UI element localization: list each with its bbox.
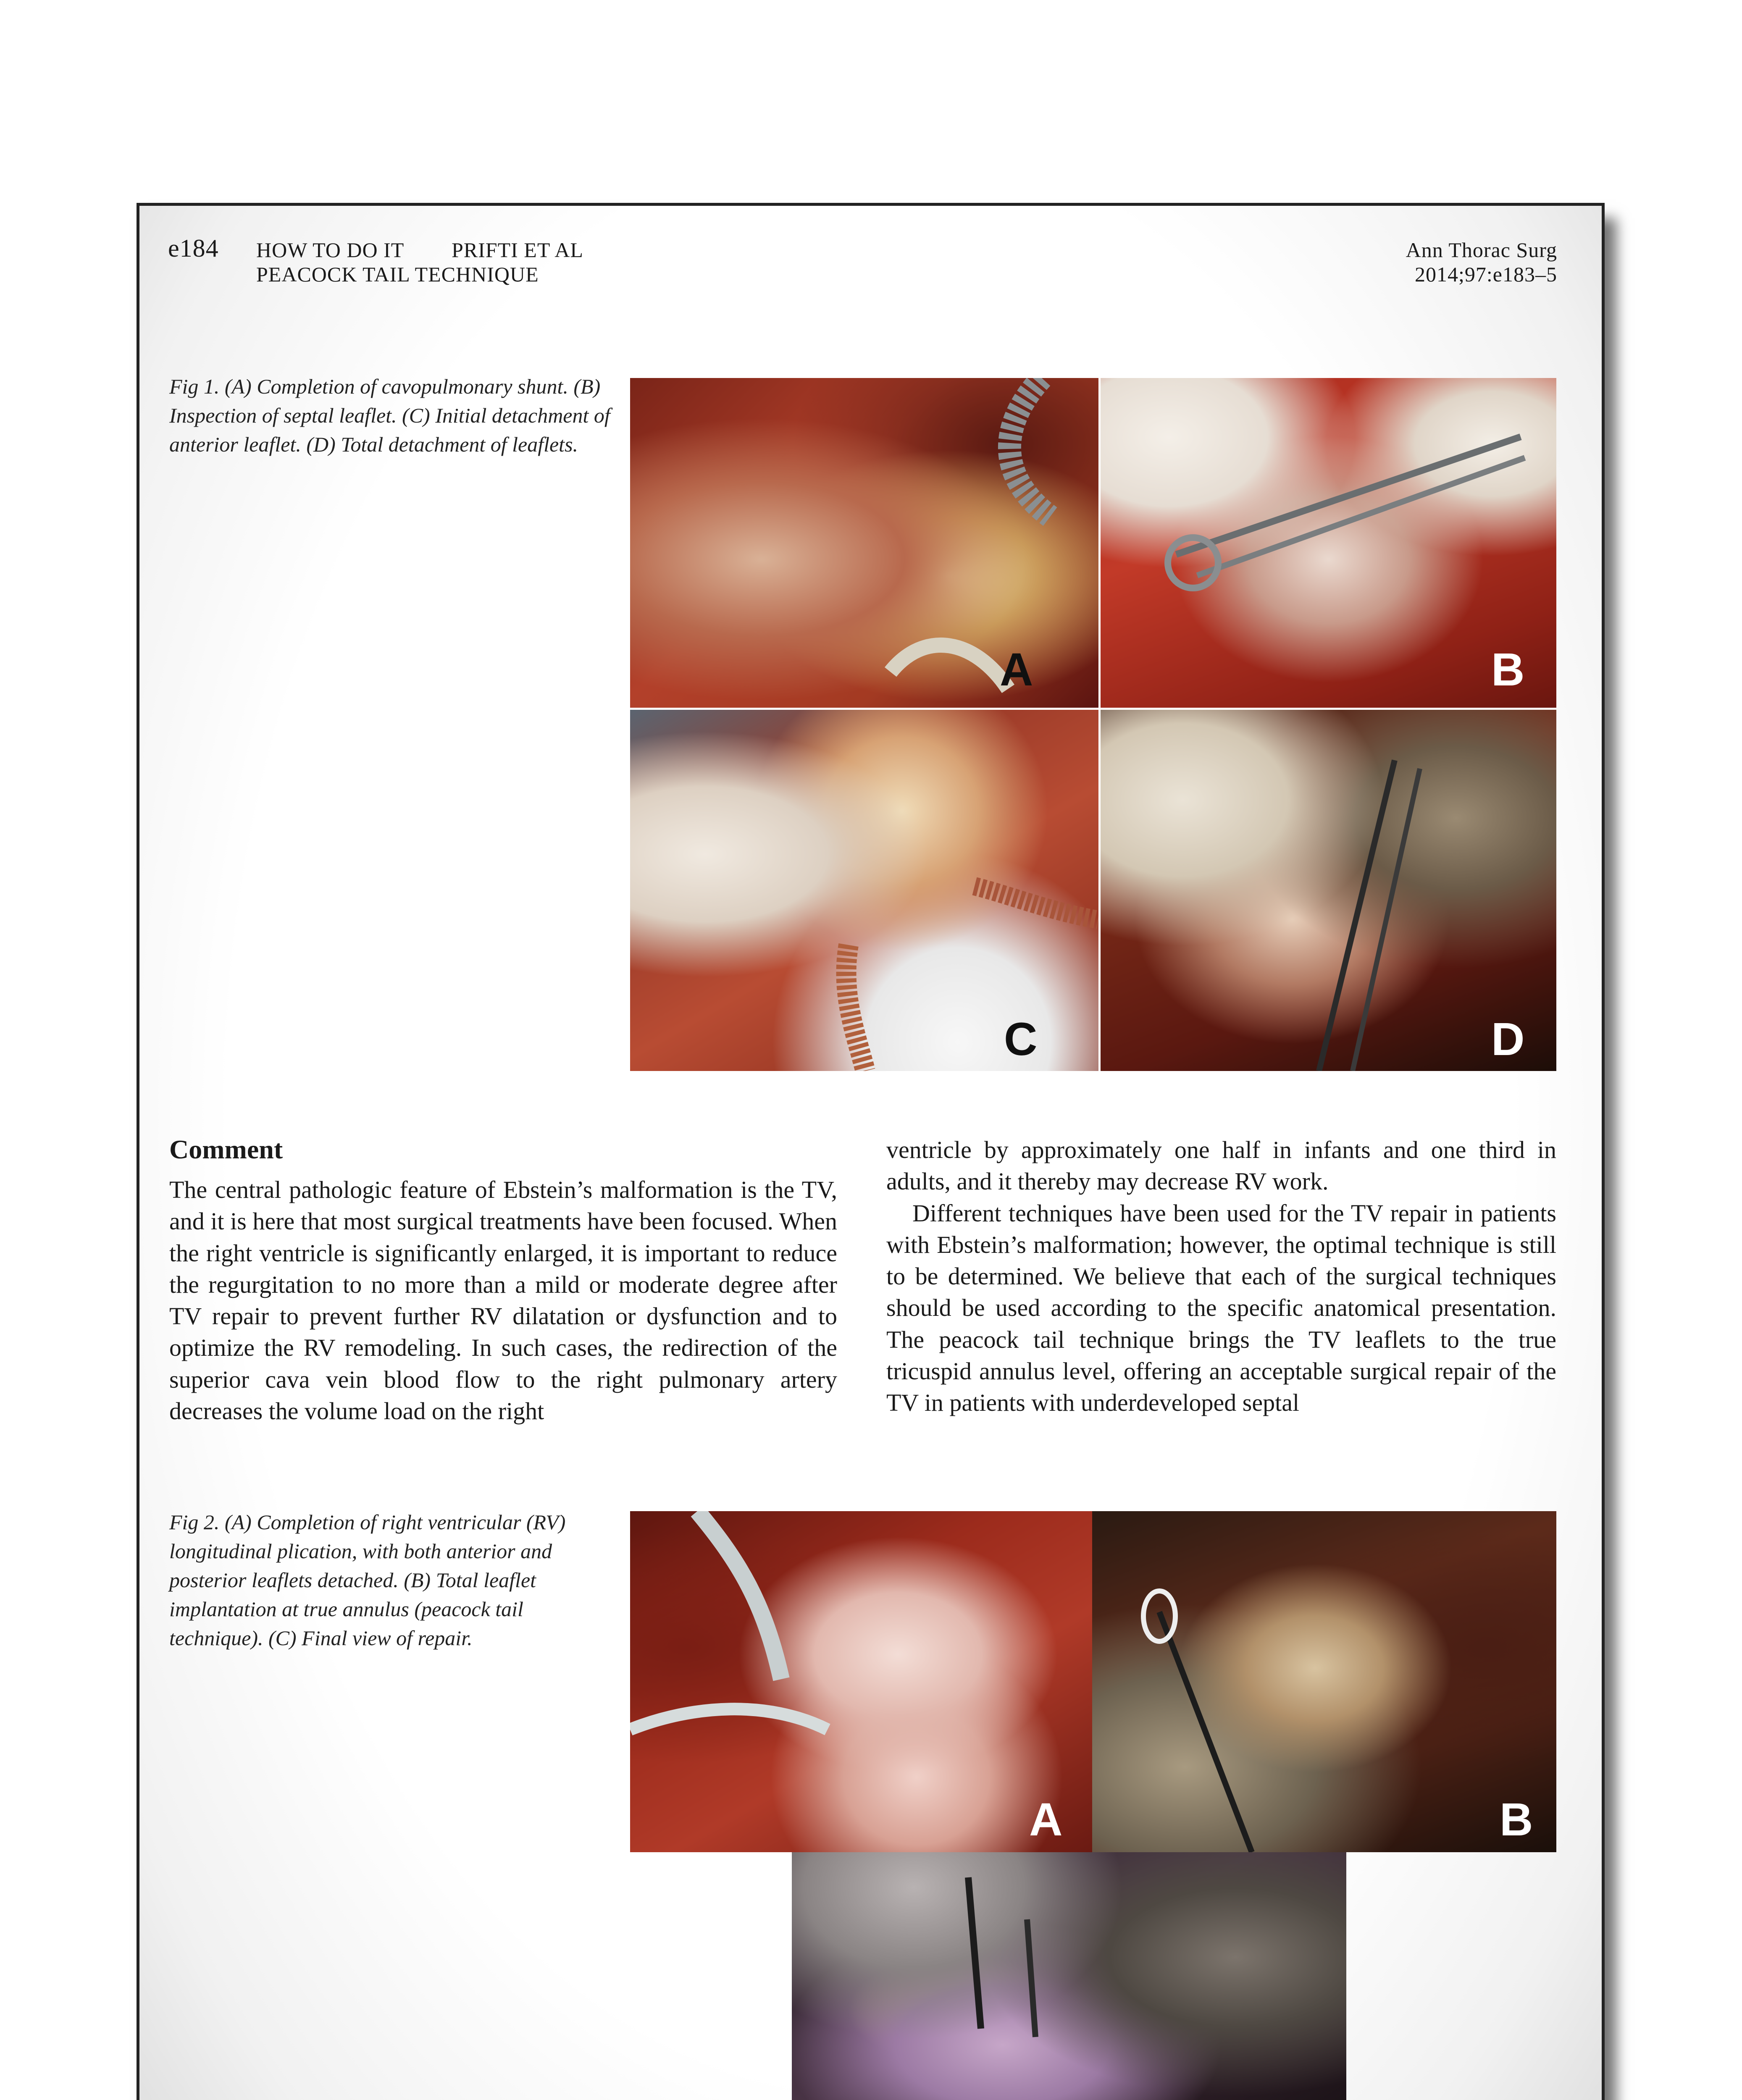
figure-1-panel-label: D — [1491, 1013, 1525, 1065]
clamp-shape — [1092, 1511, 1556, 1852]
figure-1-panel-label: A — [1000, 644, 1033, 696]
page-number: e184 — [168, 234, 219, 262]
needle-holder-shape — [792, 1852, 1346, 2100]
comment-paragraph: Different techniques have been used for the TV repair in patients with Ebstein’s malformation; however, the optimal technique is still to be determined. We believe that each of the surgical techniques should be used according to the specific anatomical presentation. The peacock tail technique brings the TV leaflets to the true tricuspid annulus level, offering an acceptable surgical repair of the TV in patients with underdeveloped septal — [886, 1199, 1556, 1417]
figure-1-caption: Fig 1. (A) Completion of cavopulmonary shunt. (B) Inspection of septal leaflet. (C) Initial detachment of anterior leaflet. (D) Total detachment of leaflets. — [169, 375, 610, 456]
section-heading: Comment — [169, 1134, 283, 1164]
comment-left-column: The central pathologic feature of Ebstein’s malformation is the TV, and it is here that most surgical treatments have been focused. When the right ventricle is significantly enlarged, it is important to reduce the regurgitation to no more than a mild or moderate degree after TV repair to prevent further RV dilatation or dysfunction and to optimize the RV remodeling. In such cases, the redirection of the superior cava vein blood flow to the right pulmonary artery decreases the volume load on the right — [169, 1176, 837, 1425]
journal-name: Ann Thorac Surg — [1406, 238, 1557, 262]
figure-2-panel-b-photo — [1092, 1511, 1556, 1852]
figure-2-panel-c-photo — [792, 1852, 1346, 2100]
figure-2-panel-label: B — [1500, 1794, 1533, 1845]
running-authors: PRIFTI ET AL — [452, 238, 583, 262]
figure-1-panel-label: B — [1491, 644, 1525, 696]
forceps-shape — [1101, 378, 1556, 708]
figure-1-panel-a-photo — [630, 378, 1098, 708]
journal-citation: 2014;97:e183–5 — [1415, 262, 1557, 286]
running-title: PEACOCK TAIL TECHNIQUE — [256, 262, 539, 286]
figure-2-panel-a-photo — [630, 1511, 1092, 1852]
instrument-shape — [1101, 710, 1556, 1071]
figure-1-panel-b-photo — [1101, 378, 1556, 708]
comment-right-column — [886, 1134, 1556, 1419]
section-label: HOW TO DO IT — [256, 238, 405, 262]
comment-paragraph: ventricle by approximately one half in infants and one third in adults, and it thereby may decrease RV work. — [886, 1136, 1556, 1195]
figure-1-panel-d-photo — [1101, 710, 1556, 1071]
tube-shape — [630, 1511, 1092, 1852]
figure-1-panel-label: C — [1004, 1013, 1038, 1065]
figure-2-panel-label: A — [1029, 1794, 1063, 1845]
figure-2-caption: Fig 2. (A) Completion of right ventricular (RV) longitudinal plication, with both anterior and posterior leaflets detached. (B) Total leaflet implantation at true annulus (peacock tail technique). (C) Final view of repair. — [169, 1510, 566, 1650]
figure-1-panel-c-photo — [630, 710, 1098, 1071]
